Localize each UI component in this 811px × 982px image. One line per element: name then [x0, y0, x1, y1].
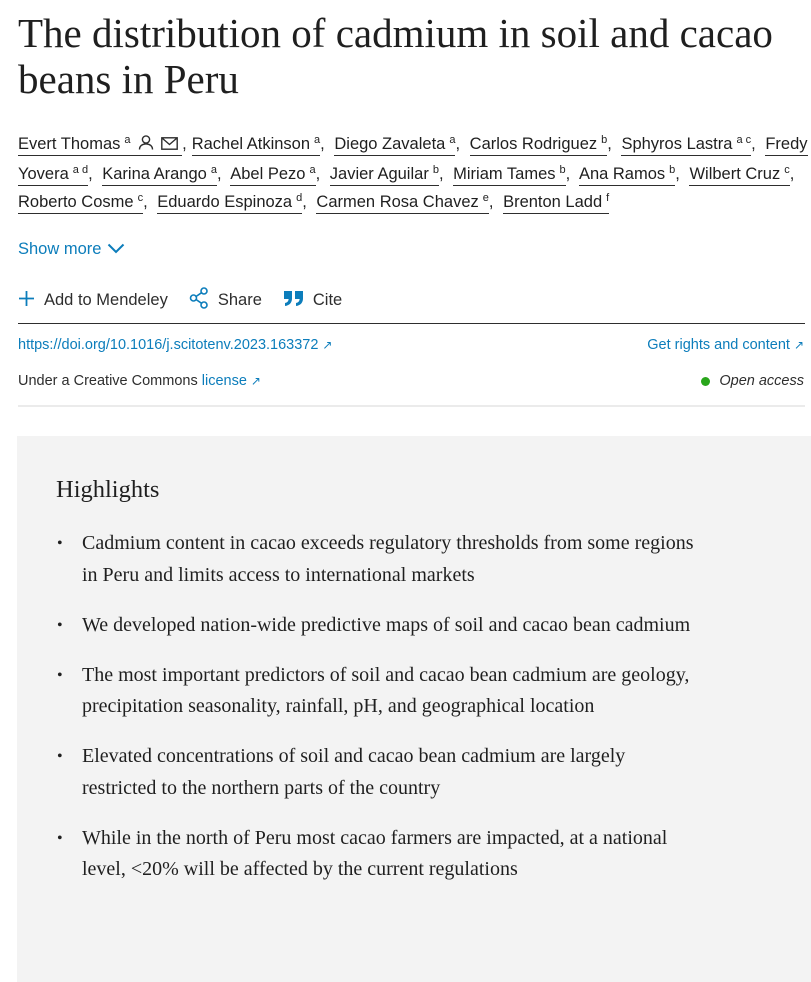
divider: [18, 323, 805, 324]
author-link[interactable]: [579, 165, 675, 186]
cite-label[interactable]: Cite: [312, 291, 343, 309]
share-label[interactable]: Share: [217, 291, 262, 309]
doi-text[interactable]: https://doi.org/10.1016/j.scitotenv.2023.163372: [18, 337, 319, 353]
author-entry[interactable]: [316, 193, 498, 211]
share-icon: [189, 287, 209, 314]
author-link[interactable]: [503, 193, 609, 214]
plus-icon: [18, 290, 35, 312]
author-entry[interactable]: [503, 193, 609, 214]
highlight-item: • Elevated concentrations of soil and cacao bean cadmium are largely restricted to the northern parts of the country: [56, 741, 696, 804]
open-access-badge: [701, 373, 804, 389]
author-link[interactable]: [470, 135, 608, 156]
article-title: The distribution of cadmium in soil and cacao beans in Peru: [18, 10, 773, 102]
section-divider: [18, 405, 805, 407]
author-separator: ,: [302, 193, 307, 211]
license-statement: [18, 373, 261, 389]
author-entry[interactable]: [470, 135, 617, 153]
author-name[interactable]: Javier Aguilar: [329, 164, 429, 183]
add-to-mendeley-button[interactable]: [18, 290, 168, 312]
author-separator: ,: [488, 193, 494, 211]
author-link[interactable]: [689, 165, 789, 186]
author-affiliation: f: [606, 192, 610, 204]
author-link[interactable]: [453, 165, 566, 186]
external-link-icon: ↗: [250, 374, 261, 388]
author-name[interactable]: Evert Thomas: [18, 135, 121, 153]
highlight-item: • Cadmium content in cacao exceeds regulatory thresholds from some regions in Peru and limits access to international markets: [56, 528, 696, 591]
author-affiliation: b: [601, 134, 608, 146]
author-affiliation: a: [449, 134, 456, 146]
author-separator: ,: [315, 164, 321, 183]
author-entry[interactable]: [621, 135, 760, 153]
author-link[interactable]: [18, 135, 182, 156]
chevron-down-icon: [107, 240, 125, 259]
author-link[interactable]: [102, 165, 217, 186]
author-link[interactable]: [157, 193, 302, 214]
author-entry[interactable]: [579, 165, 685, 183]
highlights-list: [56, 528, 696, 904]
author-link[interactable]: [316, 193, 488, 214]
rights-link[interactable]: [647, 337, 804, 353]
author-affiliation: e: [482, 192, 489, 204]
author-separator: ,: [565, 164, 571, 183]
author-affiliation: a: [309, 163, 316, 176]
author-separator: ,: [320, 135, 325, 153]
article-toolbar: [18, 287, 363, 314]
author-affiliation: b: [669, 163, 676, 176]
author-link[interactable]: [230, 165, 315, 186]
author-name[interactable]: Eduardo Espinoza: [157, 193, 293, 211]
highlights-heading: Highlights: [56, 476, 160, 503]
author-entry[interactable]: [689, 165, 799, 183]
author-affiliation: b: [432, 163, 439, 176]
external-link-icon: ↗: [322, 338, 333, 352]
author-affiliation: a c: [736, 134, 752, 146]
highlight-item: • We developed nation-wide predictive maps of soil and cacao bean cadmium: [56, 610, 696, 642]
author-name[interactable]: Carlos Rodriguez: [469, 135, 598, 153]
rights-text[interactable]: Get rights and content: [647, 337, 790, 353]
author-separator: ,: [143, 193, 148, 211]
cite-button[interactable]: [283, 290, 342, 312]
author-entry[interactable]: [102, 165, 226, 183]
doi-link[interactable]: [18, 337, 332, 353]
author-separator: ,: [88, 164, 93, 183]
license-link[interactable]: [202, 373, 261, 389]
author-separator: ,: [789, 164, 795, 183]
author-name[interactable]: Abel Pezo: [230, 164, 306, 183]
author-entry[interactable]: [18, 193, 153, 211]
author-link[interactable]: [334, 135, 455, 156]
author-entry[interactable]: [192, 135, 330, 153]
author-name[interactable]: Diego Zavaleta: [334, 135, 446, 153]
author-entry[interactable]: [157, 193, 312, 211]
author-affiliation: b: [559, 163, 566, 176]
author-name[interactable]: Carmen Rosa Chavez: [316, 193, 479, 211]
person-icon: [138, 131, 154, 160]
author-entry[interactable]: [230, 165, 325, 183]
envelope-icon[interactable]: [161, 131, 178, 160]
author-separator: ,: [751, 135, 756, 153]
author-link[interactable]: [621, 135, 751, 156]
author-separator: ,: [607, 135, 612, 153]
author-separator: ,: [675, 164, 680, 183]
show-more-button[interactable]: [18, 240, 125, 259]
author-name[interactable]: Fredy Yovera: [18, 135, 808, 183]
author-affiliation: c: [784, 163, 790, 176]
author-affiliation: a: [210, 163, 217, 176]
author-name[interactable]: Rachel Atkinson: [191, 135, 311, 153]
author-separator: ,: [216, 164, 222, 183]
author-name[interactable]: Brenton Ladd: [503, 193, 603, 211]
author-separator: ,: [438, 164, 444, 183]
author-separator: ,: [182, 135, 187, 153]
author-affiliation: d: [296, 192, 303, 204]
author-entry[interactable]: [330, 165, 449, 183]
author-link[interactable]: [18, 193, 143, 214]
author-link[interactable]: [192, 135, 320, 156]
author-list: [18, 130, 808, 217]
mendeley-label[interactable]: Add to Mendeley: [44, 291, 168, 309]
external-link-icon: ↗: [793, 338, 804, 352]
quote-icon: [283, 290, 304, 312]
author-name[interactable]: Roberto Cosme: [18, 193, 134, 211]
author-affiliation: a d: [72, 163, 89, 176]
author-name[interactable]: Sphyros Lastra: [621, 135, 733, 153]
highlights-box: [17, 436, 811, 982]
highlight-item: • The most important predictors of soil and cacao bean cadmium are geology, precipitation seasonality, rainfall, pH, and geographical location: [56, 660, 696, 723]
show-more-label[interactable]: Show more: [18, 240, 102, 258]
highlight-item: • While in the north of Peru most cacao farmers are impacted, at a national level, <20% will be affected by the current regulations: [56, 823, 696, 886]
open-access-label: Open access: [719, 373, 804, 389]
license-link-text[interactable]: license: [201, 373, 247, 389]
author-name[interactable]: Wilbert Cruz: [689, 164, 781, 183]
author-entry[interactable]: [18, 135, 192, 153]
author-separator: ,: [455, 135, 461, 153]
author-entry[interactable]: [453, 165, 575, 183]
author-affiliation: a: [314, 134, 321, 146]
author-affiliation: a: [124, 134, 131, 146]
license-prefix: Under a Creative Commons: [18, 373, 198, 389]
open-access-dot: [701, 377, 710, 386]
author-name[interactable]: Ana Ramos: [578, 164, 666, 183]
share-button[interactable]: [189, 287, 262, 314]
author-entry[interactable]: [334, 135, 465, 153]
author-name[interactable]: Karina Arango: [102, 164, 207, 183]
author-name[interactable]: Miriam Tames: [453, 164, 556, 183]
author-affiliation: c: [137, 192, 144, 204]
author-link[interactable]: [330, 165, 439, 186]
